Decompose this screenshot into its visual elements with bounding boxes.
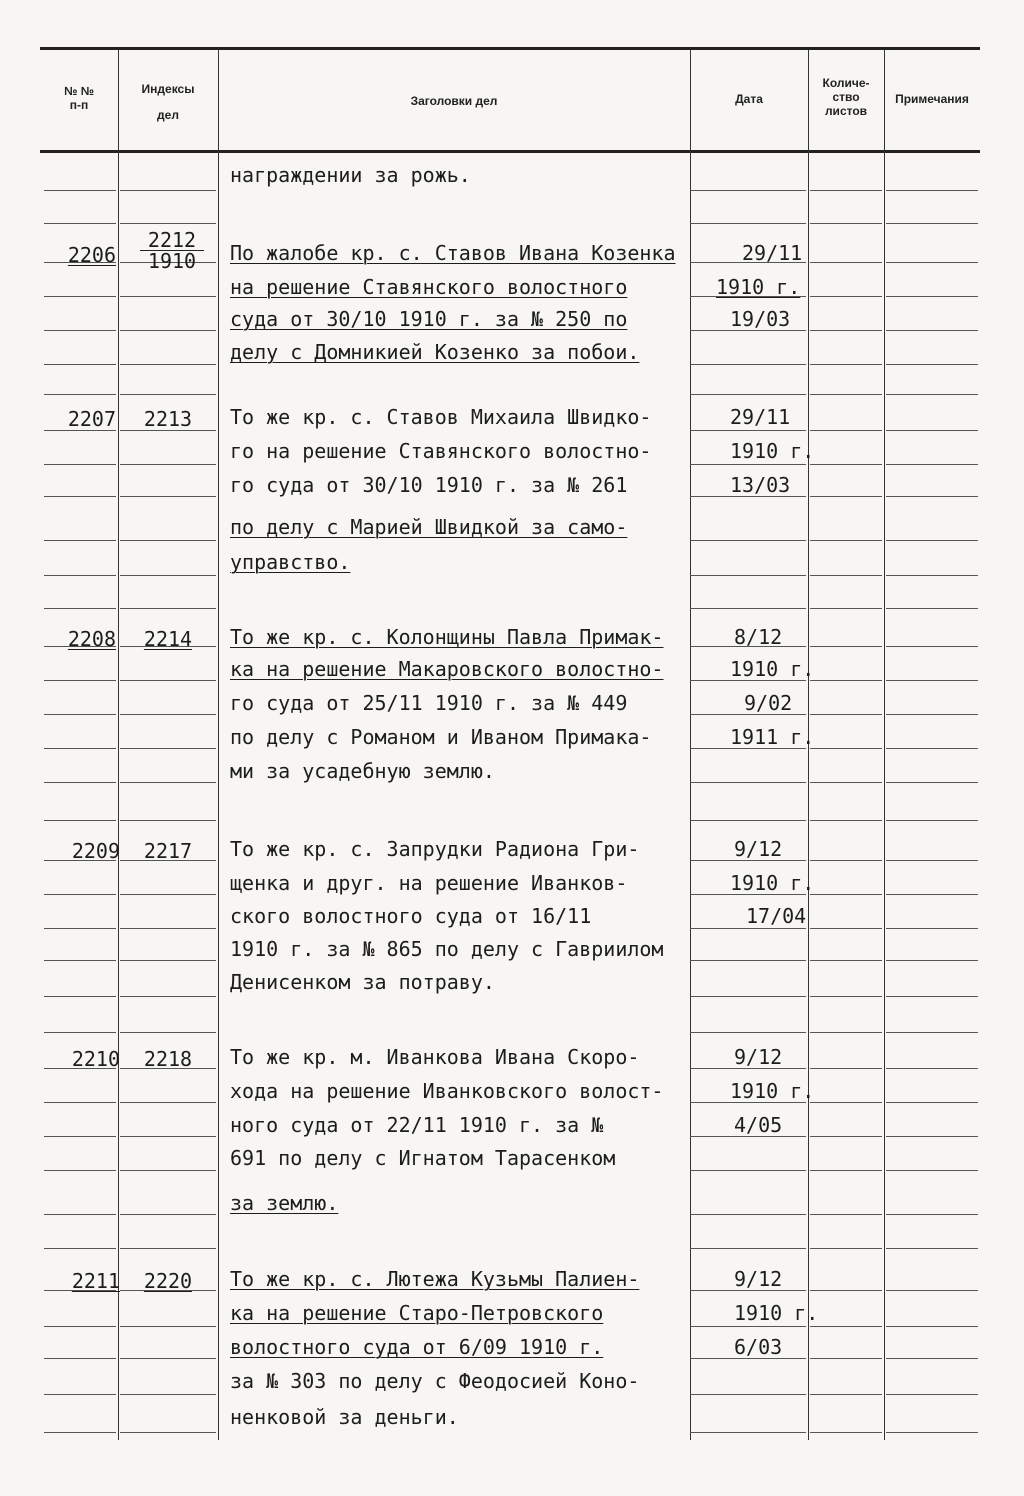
ruled-line	[810, 330, 882, 331]
ruled-line	[886, 364, 978, 365]
entry-title-line: волостного суда от 6/09 1910 г.	[230, 1335, 604, 1359]
ruled-line	[810, 190, 882, 191]
header-date: Дата	[735, 92, 763, 106]
ruled-line	[886, 996, 978, 997]
entry-date: 9/12	[734, 1267, 783, 1291]
ruled-line	[44, 394, 116, 395]
ruled-line	[810, 540, 882, 541]
ruled-line	[690, 1214, 806, 1215]
entry-title-line: за № 303 по делу с Феодосией Коно-	[230, 1369, 640, 1393]
ruled-line	[120, 680, 216, 681]
entry-title-line: То же кр. с. Колонщины Павла Примак-	[230, 625, 664, 649]
ruled-line	[690, 394, 806, 395]
ruled-line	[120, 714, 216, 715]
entry-title-line: ка на решение Старо-Петровского	[230, 1301, 604, 1325]
ruled-line	[810, 364, 882, 365]
ruled-line	[44, 680, 116, 681]
ruled-line	[690, 1394, 806, 1395]
ruled-line	[886, 1358, 978, 1359]
entry-date: 6/03	[734, 1335, 783, 1359]
entry-title-line: ного суда от 22/11 1910 г. за №	[230, 1113, 604, 1137]
ruled-line	[690, 960, 806, 961]
entry-title-line: хода на решение Иванковского волост-	[230, 1079, 664, 1103]
ruled-line	[690, 1432, 806, 1433]
ruled-line	[810, 1102, 882, 1103]
ruled-line	[120, 960, 216, 961]
entry-title-line: по делу с Марией Швидкой за само-	[230, 515, 628, 539]
ruled-line	[810, 262, 882, 263]
ruled-line	[886, 1248, 978, 1249]
entry-date: 1910 г.	[730, 871, 815, 895]
ruled-line	[690, 364, 806, 365]
ruled-line	[810, 223, 882, 224]
ruled-line	[44, 1248, 116, 1249]
entry-date: 17/04	[746, 904, 807, 928]
entry-number: 2210	[71, 1047, 120, 1071]
entry-title-line: То же кр. с. Запрудки Радиона Гри-	[230, 837, 640, 861]
ruled-line	[886, 646, 978, 647]
ruled-line	[886, 680, 978, 681]
ruled-line	[44, 1326, 116, 1327]
ruled-line	[44, 820, 116, 821]
ruled-line	[810, 394, 882, 395]
ruled-line	[120, 575, 216, 576]
ruled-line	[810, 894, 882, 895]
entry-date: 1910 г.	[730, 657, 815, 681]
ruled-line	[44, 928, 116, 929]
ruled-line	[120, 894, 216, 895]
entry-title-line: ненковой за деньги.	[230, 1405, 459, 1429]
ruled-line	[810, 1326, 882, 1327]
ruled-line	[44, 540, 116, 541]
ruled-line	[810, 1214, 882, 1215]
ruled-line	[810, 575, 882, 576]
ruled-line	[810, 748, 882, 749]
ruled-line	[120, 1102, 216, 1103]
ruled-line	[810, 496, 882, 497]
col-divider-3	[690, 50, 691, 1440]
entry-date: 19/03	[730, 307, 791, 331]
entry-title-line: 691 по делу с Игнатом Тарасенком	[230, 1146, 616, 1170]
ruled-line	[120, 540, 216, 541]
ruled-line	[690, 996, 806, 997]
ruled-line	[690, 1170, 806, 1171]
ruled-line	[120, 190, 216, 191]
ruled-line	[810, 820, 882, 821]
ruled-line	[810, 430, 882, 431]
ruled-line	[810, 996, 882, 997]
ruled-line	[810, 1358, 882, 1359]
ruled-line	[810, 680, 882, 681]
ruled-line	[120, 1032, 216, 1033]
ruled-line	[886, 928, 978, 929]
ruled-line	[690, 608, 806, 609]
col-divider-1	[118, 50, 119, 1440]
entry-index: $\frac{2212}{1910}$	[140, 230, 204, 271]
ruled-line	[44, 782, 116, 783]
ruled-line	[44, 1136, 116, 1137]
ruled-line	[44, 748, 116, 749]
ruled-line	[810, 296, 882, 297]
header-sheets: Количе- ство листов	[822, 76, 870, 118]
ruled-line	[120, 330, 216, 331]
ruled-line	[120, 1394, 216, 1395]
ruled-line	[690, 1248, 806, 1249]
ruled-line	[886, 894, 978, 895]
entry-date: 9/12	[734, 837, 783, 861]
ruled-line	[120, 748, 216, 749]
entry-title-line: го суда от 30/10 1910 г. за № 261	[230, 473, 628, 497]
entry-index: 2218	[143, 1047, 193, 1071]
header-num: № № п-п	[63, 84, 95, 112]
entry-date: 1911 г.	[730, 725, 815, 749]
ruled-line	[44, 1102, 116, 1103]
ruled-line	[886, 394, 978, 395]
ruled-line	[886, 608, 978, 609]
col-divider-2	[218, 50, 219, 1440]
entry-date: 1910 г.	[734, 1301, 819, 1325]
entry-title-line: По жалобе кр. с. Ставов Ивана Козенка	[230, 241, 676, 265]
ruled-line	[886, 1326, 978, 1327]
entry-title-line: ми за усадебную землю.	[230, 759, 495, 783]
ruled-line	[886, 1432, 978, 1433]
ruled-line	[120, 820, 216, 821]
entry-number: 2208	[67, 627, 116, 651]
ruled-line	[120, 496, 216, 497]
ruled-line	[44, 496, 116, 497]
ruled-line	[44, 1394, 116, 1395]
ruled-line	[886, 1068, 978, 1069]
ruled-line	[120, 608, 216, 609]
ruled-line	[44, 714, 116, 715]
entry-date: 1910 г.	[716, 275, 801, 299]
ruled-line	[120, 1358, 216, 1359]
ruled-line	[690, 540, 806, 541]
ruled-line	[44, 223, 116, 224]
entry-date: 29/11	[730, 405, 791, 429]
ruled-line	[810, 1432, 882, 1433]
ruled-line	[690, 223, 806, 224]
ruled-line	[810, 1290, 882, 1291]
ruled-line	[886, 464, 978, 465]
ruled-line	[810, 714, 882, 715]
entry-number: 2211	[71, 1269, 120, 1293]
ruled-line	[886, 296, 978, 297]
header-title: Заголовки дел	[410, 94, 498, 108]
ruled-line	[44, 190, 116, 191]
entry-date: 9/12	[734, 1045, 783, 1069]
ruled-line	[120, 296, 216, 297]
ruled-line	[886, 575, 978, 576]
ruled-line	[120, 996, 216, 997]
entry-date: 4/05	[734, 1113, 783, 1137]
ruled-line	[810, 646, 882, 647]
ruled-line	[120, 1136, 216, 1137]
ruled-line	[690, 190, 806, 191]
ruled-line	[44, 464, 116, 465]
ruled-line	[886, 1394, 978, 1395]
ruled-line	[810, 860, 882, 861]
ruled-line	[886, 496, 978, 497]
entry-number: 2207	[67, 407, 116, 431]
entry-date: 13/03	[730, 473, 791, 497]
ruled-line	[120, 1432, 216, 1433]
entry-title-line: Денисенком за потраву.	[230, 970, 495, 994]
entry-title-line: То же кр. с. Ставов Михаила Швидко-	[230, 405, 652, 429]
entry-title-line: ка на решение Макаровского волостно-	[230, 657, 664, 681]
entry-date: 29/11	[742, 241, 803, 265]
ruled-line	[886, 960, 978, 961]
ruled-line	[44, 608, 116, 609]
ruled-line	[886, 1170, 978, 1171]
ruled-line	[44, 296, 116, 297]
col-divider-5	[884, 50, 885, 1440]
ruled-line	[120, 394, 216, 395]
ruled-line	[886, 190, 978, 191]
ruled-line	[44, 1358, 116, 1359]
ruled-line	[690, 820, 806, 821]
ruled-line	[690, 430, 806, 431]
ruled-line	[120, 364, 216, 365]
ruled-line	[886, 262, 978, 263]
ruled-line	[810, 1032, 882, 1033]
entry-title-line: 1910 г. за № 865 по делу с Гавриилом	[230, 937, 664, 961]
ruled-line	[44, 894, 116, 895]
entry-date: 1910 г.	[730, 1079, 815, 1103]
ruled-line	[886, 1214, 978, 1215]
ruled-line	[120, 1214, 216, 1215]
entry-title-line: го на решение Ставянского волостно-	[230, 439, 652, 463]
ruled-line	[120, 1170, 216, 1171]
entry-title-line: То же кр. с. Лютежа Кузьмы Палиен-	[230, 1267, 640, 1291]
entry-title-line: суда от 30/10 1910 г. за № 250 по	[230, 307, 628, 331]
ruled-line	[886, 540, 978, 541]
ruled-line	[44, 1170, 116, 1171]
entry-title-line: делу с Домникией Козенко за побои.	[230, 340, 640, 364]
entry-index: 2217	[143, 839, 193, 863]
entry-title-line: го суда от 25/11 1910 г. за № 449	[230, 691, 628, 715]
ruled-line	[886, 223, 978, 224]
ruled-line	[44, 364, 116, 365]
entry-date: 9/02	[744, 691, 793, 715]
entry-date: 8/12	[734, 625, 783, 649]
ruled-line	[120, 782, 216, 783]
entry-title-line: ского волостного суда от 16/11	[230, 904, 592, 928]
ruled-line	[886, 782, 978, 783]
ruled-line	[810, 1068, 882, 1069]
ruled-line	[120, 1326, 216, 1327]
ruled-line	[886, 748, 978, 749]
ruled-line	[690, 1326, 806, 1327]
entry-title-line: управство.	[230, 550, 351, 574]
ruled-line	[44, 1032, 116, 1033]
ruled-line	[690, 1032, 806, 1033]
ruled-line	[120, 464, 216, 465]
ruled-line	[810, 464, 882, 465]
entry-title-line: по делу с Романом и Иваном Примака-	[230, 725, 652, 749]
ruled-line	[810, 928, 882, 929]
ruled-line	[886, 430, 978, 431]
ruled-line	[886, 714, 978, 715]
ruled-line	[44, 575, 116, 576]
ruled-line	[44, 960, 116, 961]
ruled-line	[810, 1248, 882, 1249]
top-border	[40, 47, 980, 50]
ruled-line	[886, 860, 978, 861]
ruled-line	[810, 1136, 882, 1137]
entry-title-line: на решение Ставянского волостного	[230, 275, 628, 299]
ruled-line	[120, 1248, 216, 1249]
ruled-line	[44, 1214, 116, 1215]
ruled-line	[886, 1032, 978, 1033]
ruled-line	[810, 782, 882, 783]
carryover-text: награждении за рожь.	[230, 163, 471, 187]
ruled-line	[690, 782, 806, 783]
entry-number: 2209	[71, 839, 120, 863]
header-notes: Примечания	[895, 92, 969, 106]
ruled-line	[690, 575, 806, 576]
entry-title-line: за землю.	[230, 1191, 339, 1215]
entry-title-line: То же кр. м. Иванкова Ивана Скоро-	[230, 1045, 640, 1069]
ruled-line	[886, 330, 978, 331]
ruled-line	[810, 608, 882, 609]
ruled-line	[810, 1170, 882, 1171]
entry-index: 2213	[143, 407, 193, 431]
ruled-line	[886, 1290, 978, 1291]
entry-number: 2206	[67, 243, 116, 267]
entry-date: 1910 г.	[730, 439, 815, 463]
ruled-line	[810, 1394, 882, 1395]
entry-index: 2220	[143, 1269, 193, 1293]
ruled-line	[810, 960, 882, 961]
ruled-line	[886, 1102, 978, 1103]
ruled-line	[886, 820, 978, 821]
ruled-line	[44, 996, 116, 997]
ruled-line	[690, 464, 806, 465]
header-bottom-border	[40, 150, 980, 153]
ruled-line	[44, 330, 116, 331]
ruled-line	[44, 1432, 116, 1433]
entry-title-line: щенка и друг. на решение Иванков-	[230, 871, 628, 895]
header-index: Индексы дел	[141, 82, 195, 122]
ruled-line	[120, 928, 216, 929]
entry-index: 2214	[143, 627, 193, 651]
ruled-line	[886, 1136, 978, 1137]
ruled-line	[120, 223, 216, 224]
